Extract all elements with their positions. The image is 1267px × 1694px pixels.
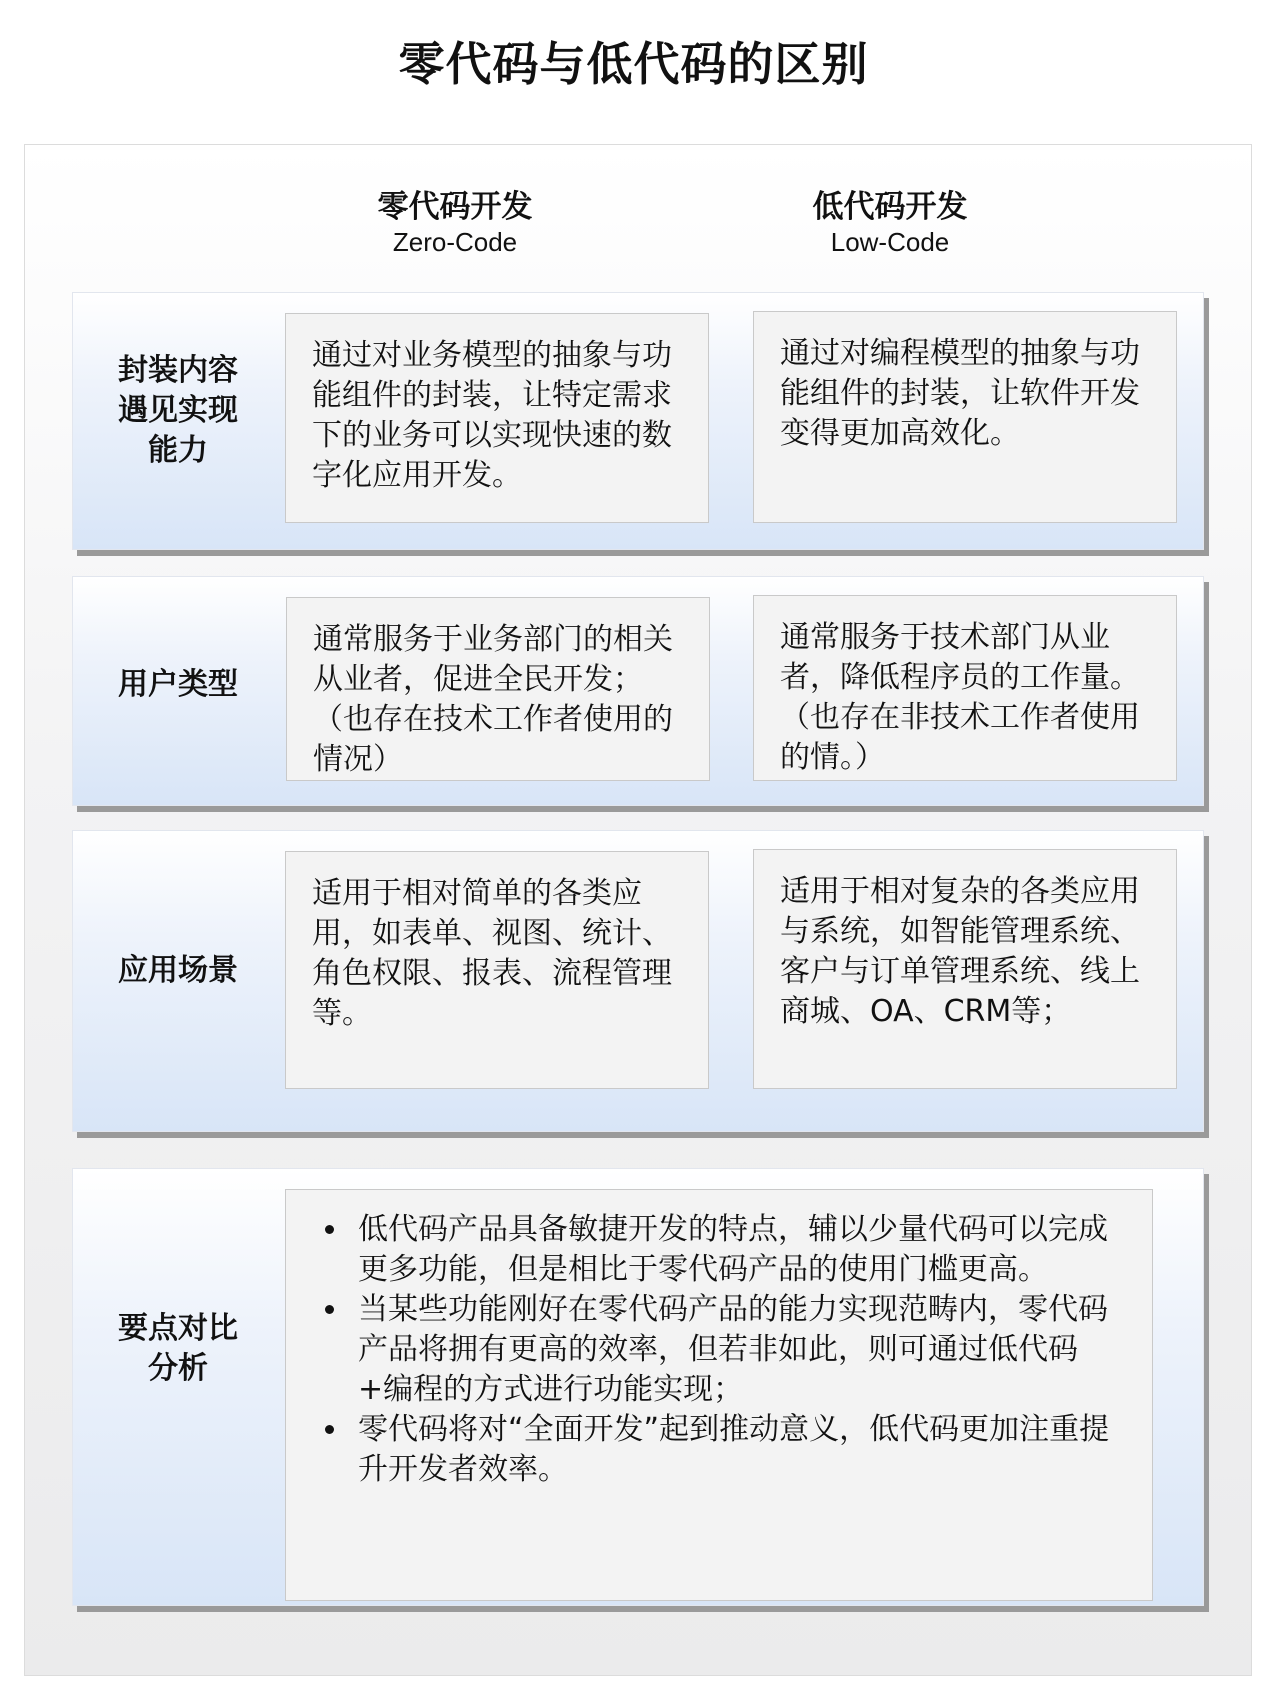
analysis-box [285,1189,1153,1601]
row-user-type [72,576,1204,806]
analysis-point: • 低代码产品具备敏捷开发的特点，辅以少量代码可以完成更多功能，但是相比于零代码产品的使用门槛更高。 [350,1210,1122,1290]
column-title-zh: 零代码开发 [377,189,533,225]
row-encapsulation [72,292,1204,550]
row-label: 封装内容 遇见实现 能力 [118,353,238,468]
cell-low-code: 通过对编程模型的抽象与功能组件的封装，让软件开发变得更加高效化。 [753,311,1177,523]
column-title-zh: 低代码开发 [812,189,968,225]
cell-zero-code: 适用于相对简单的各类应用，如表单、视图、统计、角色权限、报表、流程管理等。 [285,851,709,1089]
cell-low-code: 适用于相对复杂的各类应用与系统，如智能管理系统、客户与订单管理系统、线上商城、OA、CRM等； [753,849,1177,1089]
column-title-en: Zero-Code [392,227,518,257]
page-title: 零代码与低代码的区别 [398,37,869,91]
row-label: 应用场景 [118,953,238,988]
row-label: 用户类型 [118,667,238,702]
cell-zero-code: 通常服务于业务部门的相关从业者，促进全民开发；（也存在技术工作者使用的情况） [286,597,710,781]
column-title-en: Low-Code [830,227,950,257]
column-header-zero-code [245,188,665,258]
row-analysis [72,1168,1204,1606]
cell-low-code: 通常服务于技术部门从业者，降低程序员的工作量。（也存在非技术工作者使用的情。） [753,595,1177,781]
column-header-low-code [680,188,1100,258]
cell-zero-code: 通过对业务模型的抽象与功能组件的封装，让特定需求下的业务可以实现快速的数字化应用开发。 [285,313,709,523]
analysis-list [314,1210,1122,1490]
analysis-point: • 当某些功能刚好在零代码产品的能力实现范畴内，零代码产品将拥有更高的效率，但若非如此，则可通过低代码+编程的方式进行功能实现； [350,1290,1122,1410]
row-scenario [72,830,1204,1132]
analysis-point: • 零代码将对“全面开发”起到推动意义，低代码更加注重提升开发者效率。 [350,1410,1122,1490]
row-label: 要点对比 分析 [118,1311,238,1386]
